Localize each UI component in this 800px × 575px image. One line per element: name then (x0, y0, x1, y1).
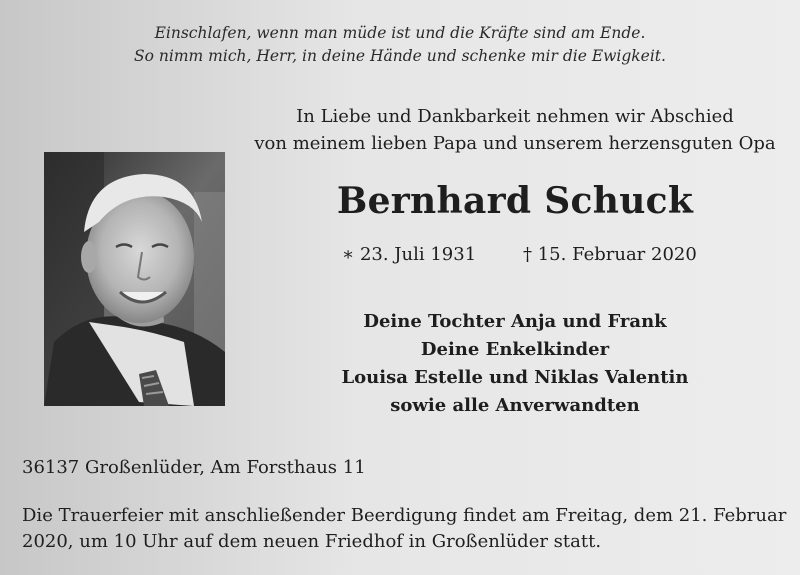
funeral-notice (22, 503, 792, 555)
motto-line-2: So nimm mich, Herr, in deine Hände und schenke mir die Ewigkeit. (134, 47, 666, 65)
life-dates (330, 244, 710, 270)
intro-line-1: In Liebe und Dankbarkeit nehmen wir Abschied (296, 106, 734, 127)
mourner-line: Louisa Estelle und Niklas Valentin (341, 367, 689, 388)
mourner-line: Deine Tochter Anja und Frank (363, 311, 667, 332)
farewell-intro (245, 103, 785, 157)
mourner-line: Deine Enkelkinder (420, 339, 610, 360)
family-address: 36137 Großenlüder, Am Forsthaus 11 (22, 457, 366, 478)
intro-line-2: von meinem lieben Papa und unserem herzensguten Opa (254, 133, 776, 154)
notice-line-1: Die Trauerfeier mit anschließender Beerdigung findet am Freitag, dem 21. Februar (22, 505, 787, 526)
mourner-line: sowie alle Anverwandten (390, 395, 640, 416)
portrait-photo-image (44, 152, 225, 406)
motto-line-1: Einschlafen, wenn man müde ist und die Kräfte sind am Ende. (154, 24, 646, 42)
motto-verse (0, 22, 800, 68)
notice-line-2: 2020, um 10 Uhr auf dem neuen Friedhof in Großenlüder statt. (22, 531, 602, 552)
mourners-list (245, 308, 785, 420)
deceased-name: Bernhard Schuck (336, 180, 694, 222)
birth-date: ∗ 23. Juli 1931 (342, 244, 477, 265)
portrait-photo (44, 152, 225, 406)
death-date: † 15. Februar 2020 (523, 244, 697, 265)
